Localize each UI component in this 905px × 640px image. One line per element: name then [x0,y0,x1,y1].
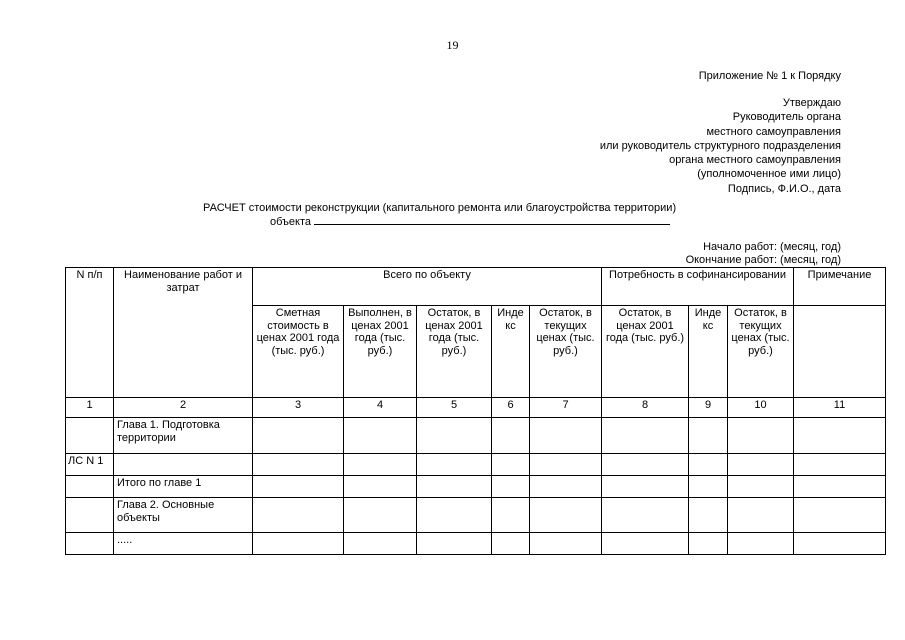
table-cell [602,418,689,454]
table-row [66,454,886,476]
document-title: РАСЧЕТ стоимости реконструкции (капитального ремонта или благоустройства территории) [203,202,677,214]
table-cell [344,454,417,476]
row-num [66,498,114,533]
page-number: 19 [446,38,459,52]
table-cell [530,498,602,533]
table-cell [602,454,689,476]
table-cell [728,476,794,498]
column-number: 2 [114,398,253,418]
column-number-row [66,398,886,418]
approval-line: местного самоуправления [706,125,841,138]
header-num: N п/п [66,268,114,398]
header-rest-2001: Остаток, в ценах 2001 года (тыс. руб.) [417,306,492,398]
row-num: ЛС N 1 [66,454,114,476]
column-number: 6 [492,398,530,418]
table-cell [344,498,417,533]
approval-line: Подпись, Ф.И.О., дата [727,182,841,195]
table-cell [344,418,417,454]
header-note: Примечание [794,268,886,306]
table-cell [253,533,344,555]
column-number: 1 [66,398,114,418]
table-cell [253,498,344,533]
row-name: Итого по главе 1 [114,476,253,498]
table-cell [602,498,689,533]
object-blank-line [314,214,670,225]
table-cell [492,418,530,454]
table-cell [602,476,689,498]
approval-line: органа местного самоуправления [669,154,841,167]
table-cell [689,454,728,476]
object-label: объекта [270,216,312,228]
appendix-label: Приложение № 1 к Порядку [698,70,841,82]
column-number: 4 [344,398,417,418]
table-cell [530,476,602,498]
column-number: 8 [602,398,689,418]
column-number: 3 [253,398,344,418]
approval-line: Утверждаю [782,97,841,109]
header-cofin-rest-current: Остаток, в текущих ценах (тыс. руб.) [728,306,794,398]
header-index: Инде кс [492,306,530,398]
approval-line: Руководитель органа [732,111,841,124]
row-name: Глава 2. Основные объекты [114,498,253,533]
table-cell [530,418,602,454]
approval-line: или руководитель структурного подразделения [599,139,841,152]
table-cell [492,533,530,555]
table-cell [794,476,886,498]
approval-line: (уполномоченное ими лицо) [697,168,841,181]
table-cell [492,476,530,498]
table-cell [253,418,344,454]
header-cofin-index: Инде кс [689,306,728,398]
table-cell [492,454,530,476]
table-row [66,418,886,454]
header-estimate: Сметная стоимость в ценах 2001 года (тыс. руб.) [253,306,344,398]
table-cell [794,498,886,533]
column-number: 10 [728,398,794,418]
header-total-group: Всего по объекту [253,268,602,306]
header-rest-current: Остаток, в текущих ценах (тыс. руб.) [530,306,602,398]
header-name: Наименование работ и затрат [114,268,253,398]
table-cell [530,533,602,555]
column-number: 5 [417,398,492,418]
end-date-label: Окончание работ: (месяц, год) [685,254,841,266]
table-row [66,533,886,555]
table-cell [492,498,530,533]
column-number: 7 [530,398,602,418]
table-header-row [66,268,886,306]
table-row [66,498,886,533]
table-cell [689,476,728,498]
table-cell [794,418,886,454]
table-cell [417,418,492,454]
table-cell [728,498,794,533]
table-cell [728,418,794,454]
table-cell [530,454,602,476]
row-num [66,476,114,498]
table-cell [689,498,728,533]
header-done: Выполнен, в ценах 2001 года (тыс. руб.) [344,306,417,398]
header-note-empty [794,306,886,398]
row-name: Глава 1. Подготовка территории [114,418,253,454]
table-cell [417,498,492,533]
work-dates [686,241,841,267]
table-cell [794,533,886,555]
table-cell [689,533,728,555]
column-number: 11 [794,398,886,418]
table-cell [794,454,886,476]
table-cell [728,454,794,476]
row-num [66,533,114,555]
start-date-label: Начало работ: (месяц, год) [703,241,841,253]
table-cell [417,476,492,498]
table-row [66,476,886,498]
column-number: 9 [689,398,728,418]
object-line [270,214,670,228]
table-cell [344,476,417,498]
table-cell [253,454,344,476]
header-cofin-rest-2001: Остаток, в ценах 2001 года (тыс. руб.) [602,306,689,398]
row-num [66,418,114,454]
table-cell [344,533,417,555]
calculation-table [65,267,886,555]
table-cell [602,533,689,555]
approval-block [600,96,841,196]
table-cell [417,454,492,476]
row-name [114,454,253,476]
table-cell [689,418,728,454]
table-cell [417,533,492,555]
table-cell [253,476,344,498]
row-name: ..... [114,533,253,555]
table-cell [728,533,794,555]
header-cofin-group: Потребность в софинансировании [602,268,794,306]
